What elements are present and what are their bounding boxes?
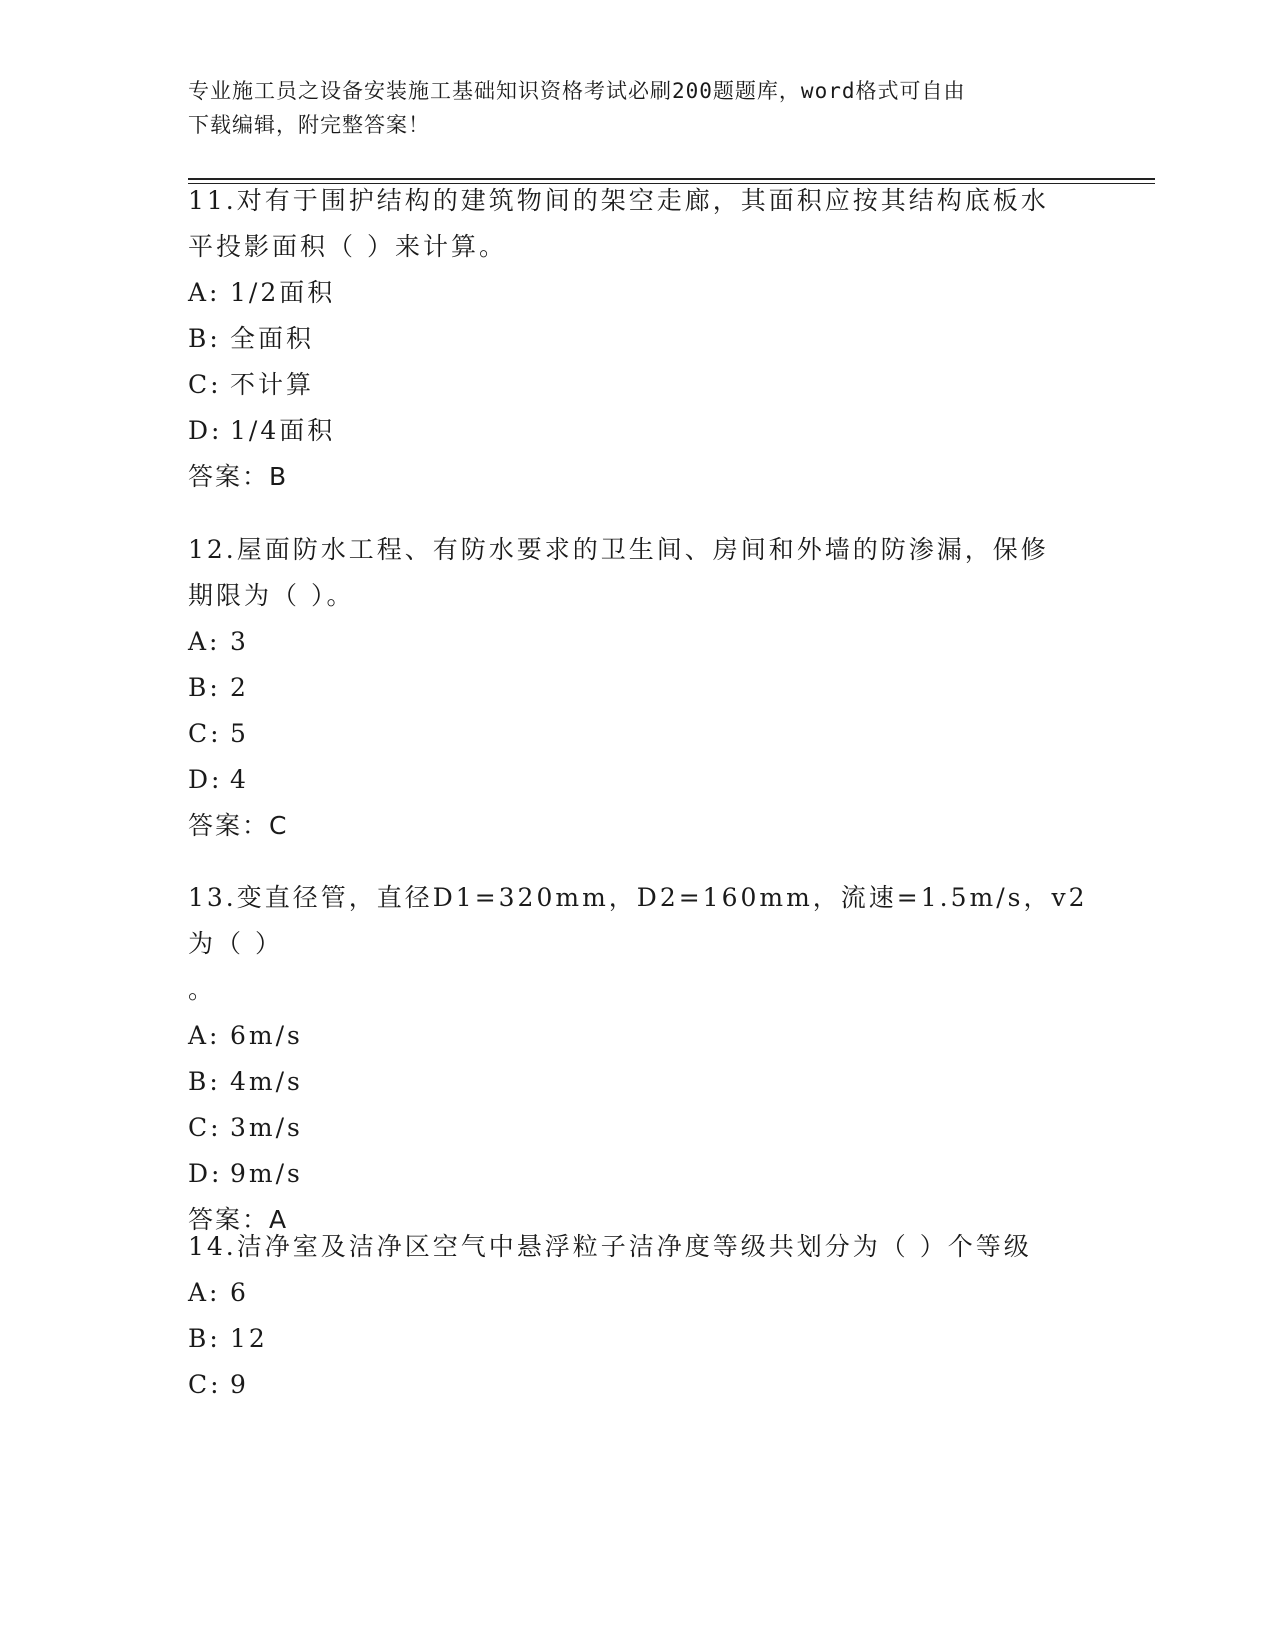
option-letter: A:: [188, 627, 221, 656]
option-a: [188, 1270, 1088, 1316]
option-text: 3: [230, 627, 249, 656]
option-letter: C:: [188, 719, 222, 748]
header-line-2: 下载编辑，附完整答案！: [188, 113, 430, 137]
option-text: 12: [230, 1324, 268, 1353]
option-text: 4m/s: [230, 1067, 303, 1096]
option-a: [188, 1013, 1088, 1059]
option-text: 全面积: [230, 324, 315, 353]
option-d: [188, 1151, 1088, 1197]
option-d: [188, 408, 1088, 454]
question-text: 13.变直径管，直径D1=320mm，D2=160mm，流速=1.5m/s，v2为（ ）: [188, 883, 1088, 958]
header-line-1: 专业施工员之设备安装施工基础知识资格考试必刷200题题库，word格式可自由: [188, 79, 966, 103]
option-c: [188, 362, 1088, 408]
option-letter: B:: [188, 1067, 221, 1096]
option-a: [188, 619, 1088, 665]
option-text: 1/2面积: [230, 278, 336, 307]
option-text: 6m/s: [230, 1021, 303, 1050]
option-c: [188, 1362, 1088, 1408]
answer-text: 答案：B: [188, 462, 289, 491]
option-letter: B:: [188, 324, 221, 353]
option-text: 6: [230, 1278, 249, 1307]
option-text: 1/4面积: [230, 416, 336, 445]
option-letter: D:: [188, 1159, 223, 1188]
option-letter: D:: [188, 765, 223, 794]
option-b: [188, 1316, 1088, 1362]
question-13: [188, 875, 1088, 1243]
option-letter: B:: [188, 673, 221, 702]
question-text-continued: 。: [188, 975, 217, 1004]
option-letter: D:: [188, 416, 223, 445]
option-text: 9: [230, 1370, 249, 1399]
option-b: [188, 1059, 1088, 1105]
option-c: [188, 1105, 1088, 1151]
option-text: 4: [230, 765, 249, 794]
option-text: 5: [230, 719, 249, 748]
option-text: 不计算: [230, 370, 315, 399]
option-b: [188, 316, 1088, 362]
option-letter: B:: [188, 1324, 221, 1353]
option-c: [188, 711, 1088, 757]
option-letter: A:: [188, 278, 221, 307]
option-text: 3m/s: [230, 1113, 303, 1142]
question-text: 11.对有于围护结构的建筑物间的架空走廊，其面积应按其结构底板水: [188, 186, 1049, 215]
option-letter: C:: [188, 370, 222, 399]
option-a: [188, 270, 1088, 316]
document-header: [188, 74, 1068, 142]
option-d: [188, 757, 1088, 803]
question-text-continued: 平投影面积（ ）来计算。: [188, 232, 507, 261]
question-text: 14.洁净室及洁净区空气中悬浮粒子洁净度等级共划分为（ ）个等级: [188, 1232, 1032, 1261]
option-b: [188, 665, 1088, 711]
question-12: [188, 527, 1088, 849]
option-letter: A:: [188, 1278, 221, 1307]
answer-text: 答案：C: [188, 811, 289, 840]
question-14: [188, 1224, 1088, 1408]
option-text: 9m/s: [230, 1159, 303, 1188]
option-letter: C:: [188, 1370, 222, 1399]
option-letter: A:: [188, 1021, 221, 1050]
answer-text: 答案：A: [188, 1205, 289, 1234]
question-11: [188, 178, 1088, 500]
question-text-continued: 期限为（ ）。: [188, 581, 355, 610]
option-text: 2: [230, 673, 249, 702]
question-text: 12.屋面防水工程、有防水要求的卫生间、房间和外墙的防渗漏，保修: [188, 535, 1049, 564]
option-letter: C:: [188, 1113, 222, 1142]
